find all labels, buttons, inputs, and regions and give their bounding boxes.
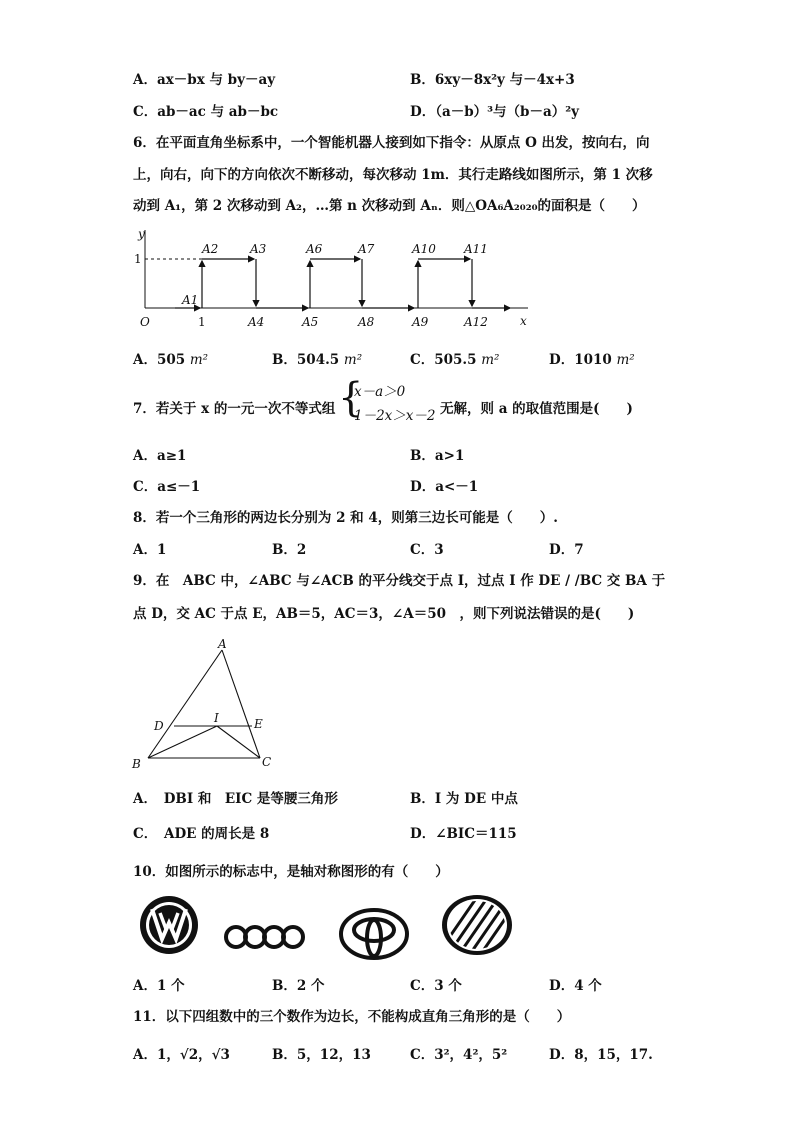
q10-option-c: C．3 个 [410,978,462,994]
point-a7-label: A7 [358,242,375,256]
q9-option-c: C． ADE 的周长是 8 [133,826,270,842]
diagonal-stripes-logo [440,893,514,957]
x-axis-label: x [520,314,527,328]
q11-option-d: D．8，15，17. [549,1047,653,1063]
q8-option-c: C．3 [410,542,444,558]
q9-option-b: B．I 为 DE 中点 [410,791,518,807]
q11-option-b: B．5，12，13 [272,1047,371,1063]
q7-option-b: B．a>1 [410,448,465,464]
q8-option-d: D．7 [549,542,584,558]
vertex-a-label: A [218,637,227,651]
q7-stem-prefix: 7．若关于 x 的一元一次不等式组 [133,401,336,417]
q6-option-a: A．505 m² [133,352,209,368]
y-one-label: 1 [134,252,142,266]
q9-option-d: D．∠BIC＝115 [410,826,517,842]
q11-option-c: C．3²，4²，5² [410,1047,508,1063]
q5-option-c: C．ab－ac 与 ab－bc [133,104,279,120]
q9-stem-line2: 点 D，交 AC 于点 E，AB＝5，AC＝3，∠A＝50 ，则下列说法错误的是( ) [133,606,635,622]
q6-stem-line2: 上，向右，向下的方向依次不断移动，每次移动 1m．其行走路线如图所示，第 1 次移 [133,167,653,183]
side-ab [148,650,222,758]
side-ac [222,650,260,758]
volkswagen-logo [138,893,200,957]
q7-brace: { [338,375,364,421]
q7-option-d: D．a<－1 [410,479,479,495]
q5-option-d: D．（a－b）³与（b－a）²y [410,104,580,120]
q8-option-b: B．2 [272,542,307,558]
q7-option-a: A．a≥1 [133,448,187,464]
vertex-c-label: C [262,755,272,769]
q6-option-c: C．505.5 m² [410,352,500,368]
x-one-label: 1 [198,315,206,329]
point-a2-label: A2 [202,242,219,256]
q10-stem: 10．如图所示的标志中，是轴对称图形的有（ ） [133,864,449,880]
q8-option-a: A．1 [133,542,167,558]
y-axis-label: y [138,227,145,241]
q6-stem-line3: 动到 A₁，第 2 次移动到 A₂，…第 n 次移动到 Aₙ．则△OA₆A₂₀₂₀的面积是（ ） [133,198,646,214]
point-a4-label: A4 [248,315,265,329]
q7-stem-suffix: 无解，则 a 的取值范围是( ) [440,401,633,417]
q9-triangle-figure [130,636,280,772]
point-a6-label: A6 [306,242,323,256]
q7-inequality-1: x－a＞0 [354,384,406,400]
point-a11-label: A11 [464,242,488,256]
point-a5-label: A5 [302,315,319,329]
toyota-logo [338,906,410,962]
point-a10-label: A10 [412,242,436,256]
point-a1-label: A1 [182,293,199,307]
q5-option-a: A．ax－bx 与 by－ay [133,72,276,88]
point-a3-label: A3 [250,242,267,256]
q10-option-d: D．4 个 [549,978,602,994]
q9-stem-line1: 9．在 ABC 中，∠ABC 与∠ACB 的平分线交于点 I，过点 I 作 DE / /BC 交 BA 于 [133,573,666,589]
point-e-label: E [254,717,263,731]
q10-option-a: A．1 个 [133,978,185,994]
q9-option-a: A． DBI 和 EIC 是等腰三角形 [133,791,338,807]
q6-path-figure [130,222,540,332]
q8-stem: 8．若一个三角形的两边长分别为 2 和 4，则第三边长可能是（ ）. [133,510,558,526]
point-a9-label: A9 [412,315,429,329]
point-i-label: I [214,711,219,725]
q7-inequality-2: 1－2x＞x－2 [354,408,436,424]
q6-stem-line1: 6．在平面直角坐标系中，一个智能机器人接到如下指令：从原点 O 出发，按向右，向 [133,135,650,151]
q11-stem: 11．以下四组数中的三个数作为边长，不能构成直角三角形的是（ ） [133,1009,571,1025]
point-d-label: D [154,719,164,733]
q5-option-b: B．6xy－8x²y 与－4x+3 [410,72,575,88]
point-a12-label: A12 [464,315,488,329]
point-a8-label: A8 [358,315,375,329]
robot-path [175,259,510,308]
audi-logo [222,922,308,952]
q6-option-d: D．1010 m² [549,352,635,368]
q7-option-c: C．a≤－1 [133,479,201,495]
vertex-b-label: B [132,757,141,771]
q10-option-b: B．2 个 [272,978,325,994]
q6-option-b: B．504.5 m² [272,352,363,368]
q11-option-a: A．1，√2，√3 [133,1047,230,1063]
origin-label: O [140,315,150,329]
